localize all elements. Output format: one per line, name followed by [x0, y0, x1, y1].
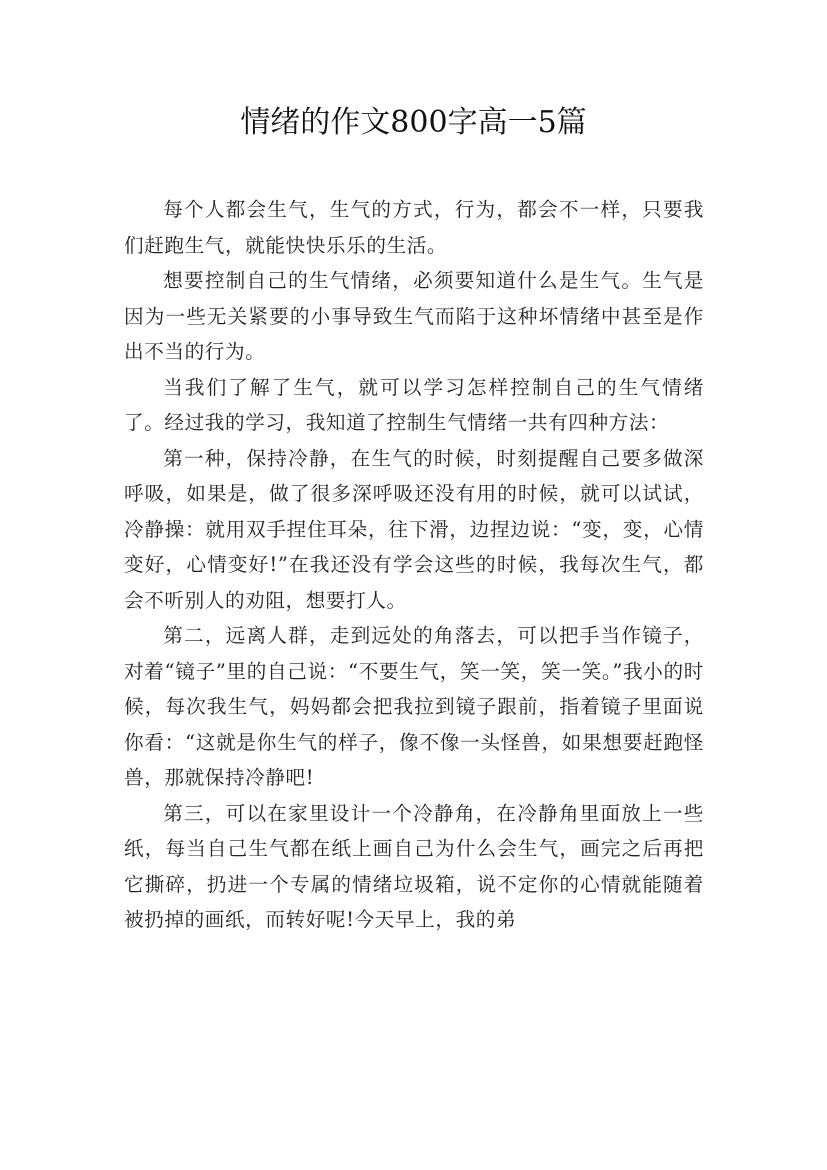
document-body [124, 192, 704, 938]
document-title: 情绪的作文800字高一5篇 [240, 105, 587, 140]
paragraph-4: 第一种，保持冷静，在生气的时候，时刻提醒自己要多做深呼吸，如果是，做了很多深呼吸还没有用的时候，就可以试试，冷静操：就用双手捏住耳朵，往下滑，边捏边说：“变，变，心情变好，心情变好!”在我还没有学会这些的时候，我每次生气，都会不听别人的劝阻，想要打人。 [124, 446, 704, 612]
paragraph-6: 第三，可以在家里设计一个冷静角，在冷静角里面放上一些纸，每当自己生气都在纸上画自己为什么会生气，画完之后再把它撕碎，扔进一个专属的情绪垃圾箱，说不定你的心情就能随着被扔掉的画纸，而转好呢!今天早上，我的弟 [124, 801, 704, 931]
paragraph-5: 第二，远离人群，走到远处的角落去，可以把手当作镜子，对着“镜子”里的自己说：“不要生气，笑一笑，笑一笑。”我小的时候，每次我生气，妈妈都会把我拉到镜子跟前，指着镜子里面说你看：“这就是你生气的样子，像不像一头怪兽，如果想要赶跑怪兽，那就保持冷静吧! [124, 624, 704, 789]
paragraph-1: 每个人都会生气，生气的方式，行为，都会不一样，只要我们赶跑生气，就能快快乐乐的生活。 [124, 198, 704, 257]
paragraph-3: 当我们了解了生气，就可以学习怎样控制自己的生气情绪了。经过我的学习，我知道了控制生气情绪一共有四种方法： [124, 375, 704, 434]
paragraph-2: 想要控制自己的生气情绪，必须要知道什么是生气。生气是因为一些无关紧要的小事导致生气而陷于这种坏情绪中甚至是作出不当的行为。 [124, 269, 704, 363]
